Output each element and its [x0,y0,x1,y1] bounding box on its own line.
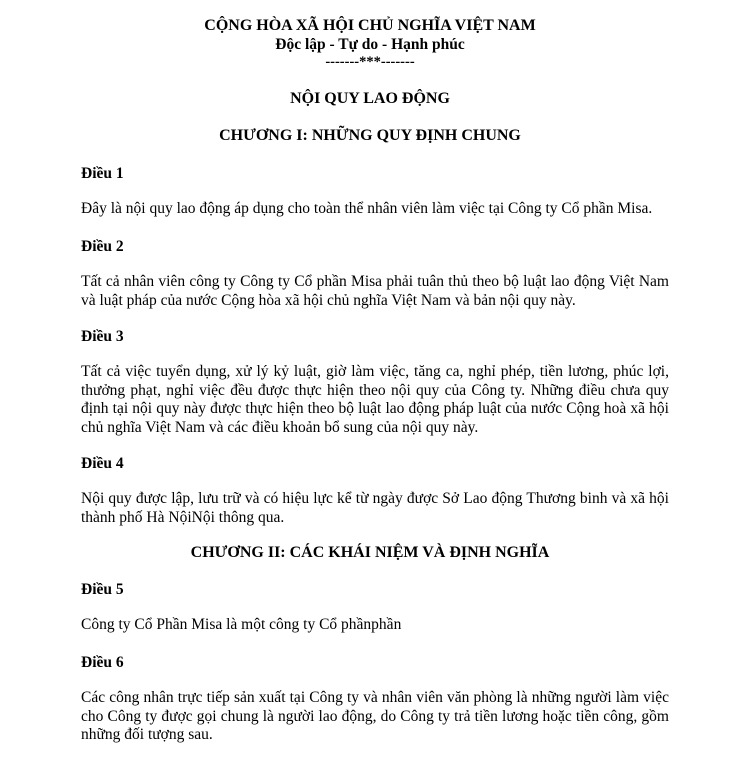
header-separator: -------***------- [325,54,415,70]
article-4-heading: Điều 4 [81,455,124,472]
chapter-1-title: CHƯƠNG I: NHỮNG QUY ĐỊNH CHUNG [219,127,521,144]
national-motto: Độc lập - Tự do - Hạnh phúc [275,36,465,53]
article-1-heading: Điều 1 [81,165,124,182]
chapter-2-title: CHƯƠNG II: CÁC KHÁI NIỆM VÀ ĐỊNH NGHĨA [190,544,550,561]
article-6-heading: Điều 6 [81,654,124,671]
article-2-heading: Điều 2 [81,238,124,255]
article-4-text: Nội quy được lập, lưu trữ và có hiệu lực kể từ ngày được Sở Lao động Thương binh và xã hội thành phố Hà NộiNội thông qua. [81,490,669,526]
article-3-heading: Điều 3 [81,328,124,345]
article-6-text: Các công nhân trực tiếp sản xuất tại Công ty và nhân viên văn phòng là những người làm việc cho Công ty được gọi chung là người lao động, do Công ty trả tiền lương hoặc tiền công, gồm những đối tượng sau. [81,689,669,743]
article-5-heading: Điều 5 [81,581,124,598]
national-title: CỘNG HÒA XÃ HỘI CHỦ NGHĨA VIỆT NAM [204,17,536,34]
article-1-text: Đây là nội quy lao động áp dụng cho toàn thể nhân viên làm việc tại Công ty Cổ phần Misa. [81,200,653,217]
article-2-text: Tất cả nhân viên công ty Công ty Cổ phần Misa phải tuân thủ theo bộ luật lao động Việt Nam và luật pháp của nước Cộng hòa xã hội chủ nghĩa Việt Nam và bản nội quy này. [81,273,669,309]
document-title: NỘI QUY LAO ĐỘNG [290,90,450,107]
article-5-text: Công ty Cổ Phần Misa là một công ty Cổ phầnphần [81,616,402,633]
article-3-text: Tất cả việc tuyển dụng, xử lý kỷ luật, giờ làm việc, tăng ca, nghỉ phép, tiền lương, phúc lợi, thưởng phạt, nghỉ việc đều được thực hiện theo nội quy của Công ty. Những điều chưa quy định tại nội quy này được thực hiện theo bộ luật lao động pháp luật của nước Cộng hoà xã hội chủ nghĩa Việt Nam và các điều khoản bổ sung của nội quy này. [81,363,669,436]
